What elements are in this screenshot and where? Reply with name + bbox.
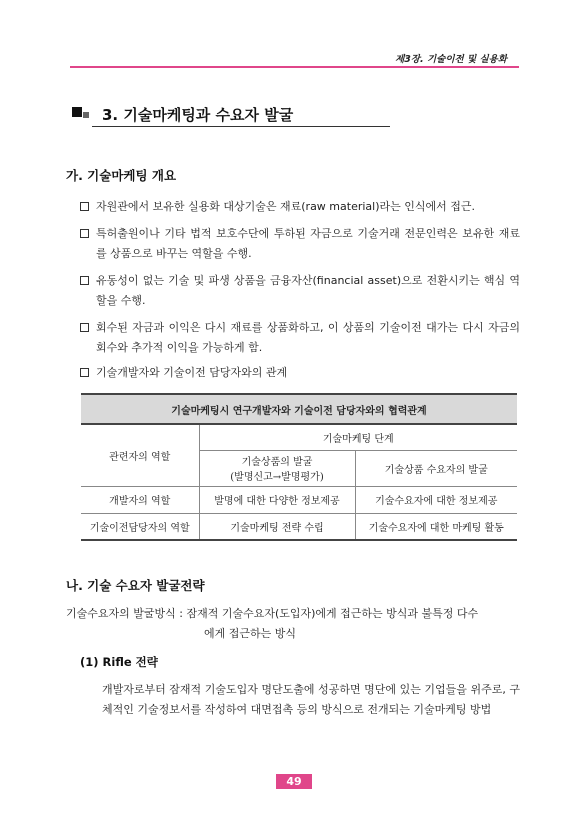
checkbox-square-icon (80, 202, 89, 211)
subsection-b-title: 나. 기술 수요자 발굴전략 (66, 578, 205, 593)
rifle-strategy-title: (1) Rifle 전략 (80, 655, 158, 669)
square-bullet-icon (72, 107, 82, 117)
table-caption: 기술마케팅시 연구개발자와 기술이전 담당자와의 협력관계 (81, 394, 517, 424)
stage1-cell: 발명에 대한 다양한 정보제공 (199, 486, 355, 513)
stage2-header: 기술상품 수요자의 발굴 (355, 450, 517, 486)
role-cell: 기술이전담당자의 역할 (81, 513, 199, 540)
section-title-block (72, 104, 390, 126)
role-cell: 개발자의 역할 (81, 486, 199, 513)
bullet-text: 자원관에서 보유한 실용화 대상기술은 재료(raw material)라는 인식에서 접근. (96, 200, 476, 213)
cooperation-table (81, 393, 517, 541)
section-underline (92, 126, 390, 127)
subsection-a-title: 가. 기술마케팅 개요 (66, 168, 177, 183)
bullet-text: 기술개발자와 기술이전 담당자와의 관계 (96, 366, 288, 379)
stage1-header (199, 450, 355, 486)
chapter-header: 제3장. 기술이전 및 실용화 (395, 54, 507, 65)
table-header-row (81, 424, 517, 450)
header-rule (70, 66, 519, 68)
bullet-item (80, 197, 520, 217)
stage1-subtitle: (발명신고→발명평가) (230, 472, 324, 483)
table-caption-row (81, 394, 517, 424)
bullet-text: 유동성이 없는 기술 및 파생 상품을 금융자산(financial asset)으로 전환시키는 핵심 역할을 수행. (96, 274, 520, 307)
bullet-item (80, 271, 520, 311)
stage2-cell: 기술수요자에 대한 마케팅 활동 (355, 513, 517, 540)
method-line-continued: 에게 접근하는 방식 (204, 627, 297, 640)
stage1-cell: 기술마케팅 전략 수립 (199, 513, 355, 540)
bullet-text: 회수된 자금과 이익은 다시 재료를 상품화하고, 이 상품의 기술이전 대가는 다시 자금의 회수와 추가적 이익을 가능하게 함. (96, 321, 520, 354)
rifle-strategy-text: 개발자로부터 잠재적 기술도입자 명단도출에 성공하면 명단에 있는 기업들을 위주로, 구체적인 기술정보서를 작성하여 대면접촉 등의 방식으로 전개되는 기술마케팅 방법 (102, 683, 520, 716)
checkbox-square-icon (80, 323, 89, 332)
stage2-cell: 기술수요자에 대한 정보제공 (355, 486, 517, 513)
section-title-row (72, 104, 390, 126)
stage1-title: 기술상품의 발굴 (241, 457, 313, 468)
page-number: 49 (276, 774, 312, 789)
bullet-item (80, 318, 520, 358)
role-header: 관련자의 역할 (81, 424, 199, 486)
checkbox-square-icon (80, 229, 89, 238)
stage-header: 기술마케팅 단계 (199, 424, 517, 450)
small-square-bullet-icon (83, 112, 89, 118)
checkbox-square-icon (80, 276, 89, 285)
bullet-item (80, 363, 520, 383)
bullet-item (80, 224, 520, 264)
method-line: 기술수요자의 발굴방식 : 잠재적 기술수요자(도입자)에게 접근하는 방식과 불특정 다수 (66, 607, 479, 620)
checkbox-square-icon (80, 368, 89, 377)
table-row (81, 513, 517, 540)
table-row (81, 486, 517, 513)
section-title: 3. 기술마케팅과 수요자 발굴 (102, 106, 294, 124)
bullet-text: 특허출원이나 기타 법적 보호수단에 투하된 자금으로 기술거래 전문인력은 보유한 재료를 상품으로 바꾸는 역할을 수행. (96, 227, 520, 260)
